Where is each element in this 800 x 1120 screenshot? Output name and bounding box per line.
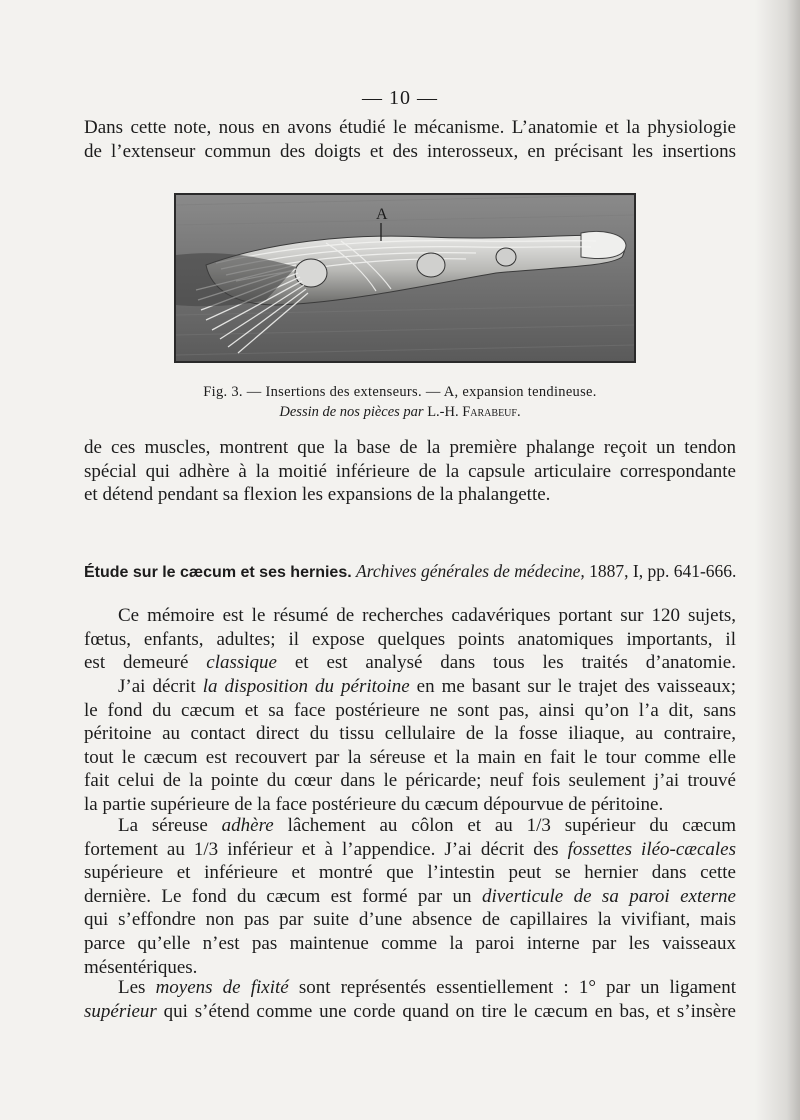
hand-tendon-illustration bbox=[176, 195, 634, 361]
section-details: 1887, I, pp. 641-666. bbox=[589, 561, 737, 581]
figure-credit bbox=[0, 404, 800, 421]
after-figure-paragraph bbox=[84, 436, 736, 507]
figure-caption: Fig. 3. — Insertions des extenseurs. — A, expansion tendineuse. bbox=[203, 384, 597, 400]
text-line: et détend pendant sa flexion les expansions de la phalangette. bbox=[84, 484, 551, 506]
text-line: Ce mémoire est le résumé de recherches cadavériques portant sur 120 sujets, bbox=[118, 605, 736, 626]
text-line: dernière. Le fond du cæcum est formé par un diverticule de sa paroi externe bbox=[84, 885, 736, 907]
figure-marker-a: A bbox=[376, 206, 388, 223]
section-heading bbox=[84, 561, 744, 582]
text-line: péritoine au contact direct du tissu cellulaire de la fosse iliaque, au contraire, bbox=[84, 723, 736, 745]
text-line: de l’extenseur commun des doigts et des interosseux, en précisant les insertions bbox=[84, 140, 736, 162]
credit-prefix: Dessin de nos pièces par bbox=[279, 404, 428, 420]
text-line: Dans cette note, nous en avons étudié le mécanisme. L’anatomie et la physiologie bbox=[84, 117, 736, 138]
intro-paragraph bbox=[84, 116, 736, 163]
text-line: le fond du cæcum et sa face postérieure ne sont pas, ainsi qu’on l’a dit, sans bbox=[84, 699, 736, 721]
text-line: tout le cæcum est recouvert par la séreuse et la main en fait le tour comme elle bbox=[84, 746, 736, 768]
page-number: — 10 — bbox=[362, 87, 438, 109]
credit-author: L.-H. Farabeuf. bbox=[427, 404, 521, 420]
text-line: supérieur qui s’étend comme une corde quand on tire le cæcum en bas, et s’insère bbox=[84, 1000, 736, 1022]
text-line: Les moyens de fixité sont représentés essentiellement : 1° par un ligament bbox=[118, 977, 737, 998]
anatomical-figure bbox=[174, 193, 636, 363]
text-line: est demeuré classique et est analysé dans tous les traités d’anatomie. bbox=[84, 652, 736, 674]
section-title: Étude sur le cæcum et ses hernies. bbox=[84, 564, 352, 581]
text-line: fœtus, enfants, adultes; il expose quelques points anatomiques importants, il bbox=[84, 628, 736, 650]
paragraph-3 bbox=[84, 814, 736, 979]
section-journal: Archives générales de médecine, bbox=[356, 561, 585, 581]
text-line: J’ai décrit la disposition du péritoine en me basant sur le trajet des vaisseaux; bbox=[118, 676, 736, 697]
paragraph-2 bbox=[84, 675, 736, 817]
text-line: La séreuse adhère lâchement au côlon et au 1/3 supérieur du cæcum bbox=[118, 815, 736, 836]
text-line: qui s’effondre non pas par suite d’une absence de capillaires la vivifiant, mais bbox=[84, 909, 736, 931]
paragraph-4 bbox=[84, 976, 736, 1023]
text-line: de ces muscles, montrent que la base de la première phalange reçoit un tendon bbox=[84, 437, 736, 458]
text-line: parce qu’elle n’est pas maintenue comme la paroi interne par les vaisseaux bbox=[84, 932, 736, 954]
paragraph-1 bbox=[84, 604, 736, 675]
text-line: la partie supérieure de la face postérieure du cæcum dépourvue de péritoine. bbox=[84, 793, 664, 815]
text-line: supérieure et inférieure et montré que l’intestin peut se hernier dans cette bbox=[84, 862, 736, 884]
text-line: mésentériques. bbox=[84, 956, 198, 978]
page-edge-shadow bbox=[755, 0, 800, 1120]
text-line: fait celui de la pointe du cœur dans le péricarde; neuf fois seulement j’ai trouvé bbox=[84, 770, 736, 792]
text-line: spécial qui adhère à la moitié inférieure de la capsule articulaire correspondante bbox=[84, 460, 736, 482]
text-line: fortement au 1/3 inférieur et à l’appendice. J’ai décrit des fossettes iléo-cæcales bbox=[84, 838, 736, 860]
